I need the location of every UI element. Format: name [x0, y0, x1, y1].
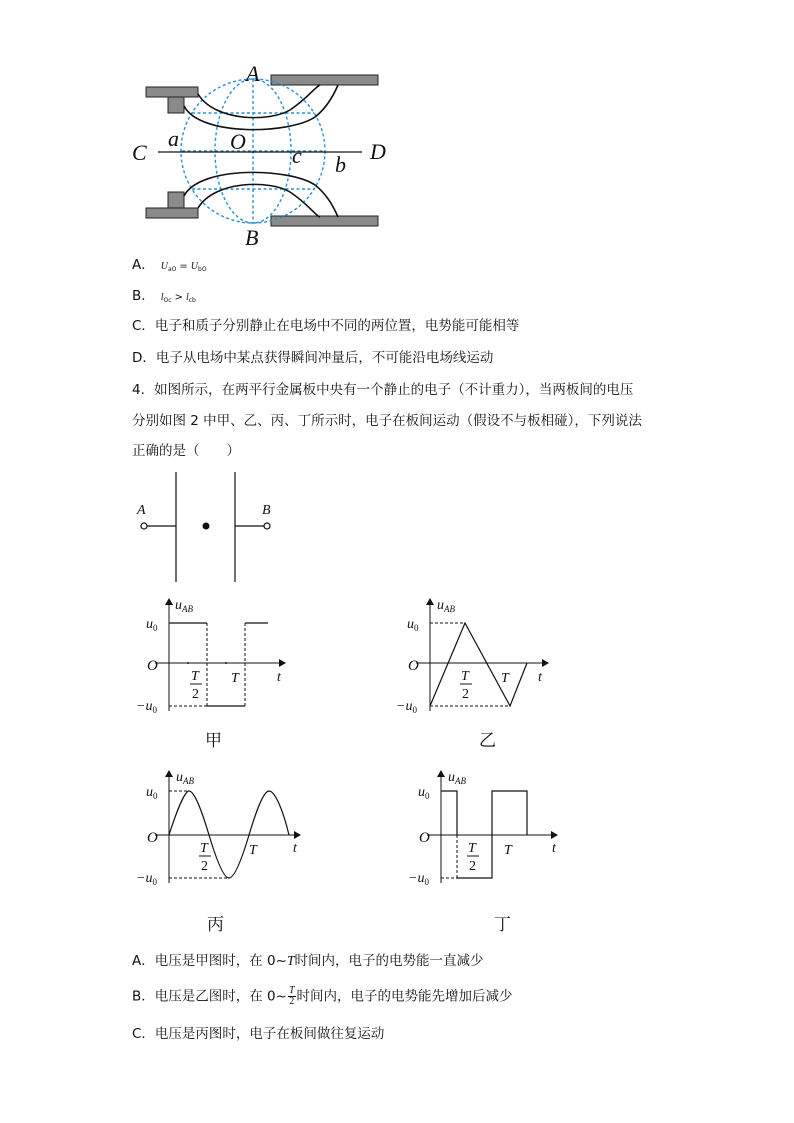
graph-ding	[397, 765, 572, 890]
origin-label: O	[147, 658, 158, 674]
half-period-num: T	[468, 841, 476, 856]
u0-label: $u_0$	[146, 785, 158, 801]
q3-option-a-sub1: aO	[167, 266, 177, 273]
plate-label-b: B	[262, 503, 271, 518]
period-label: T	[231, 671, 239, 686]
u-axis-label: $u_{AB}$	[437, 598, 455, 614]
label-B: B	[245, 225, 259, 250]
q4-stem-line2: 分别如图 2 中甲、乙、丙、丁所示时，电子在板间运动（假设不与板相碰），下列说法	[132, 413, 642, 429]
q3-option-b-gt: >	[174, 292, 183, 303]
q4-option-b-text1: B．电压是乙图时，在 0~	[132, 988, 287, 1005]
top-left-electrode-stem	[168, 97, 184, 113]
top-left-electrode	[146, 87, 198, 97]
electron-dot	[203, 523, 210, 530]
terminal-a	[141, 523, 147, 529]
caption-jia: 甲	[205, 731, 222, 751]
q3-option-b-sub1: Oc	[163, 297, 172, 304]
period-label: T	[249, 843, 257, 858]
half-period-den: 2	[201, 859, 208, 874]
q3-option-a[interactable]	[132, 256, 207, 279]
u0-label: $u_0$	[407, 617, 419, 633]
q4-stem-line1: 4．如图所示，在两平行金属板中央有一个静止的电子（不计重力），当两板间的电压	[132, 382, 634, 398]
q4-option-c[interactable]: C．电压是丙图时，电子在板间做往复运动	[132, 1026, 385, 1042]
u-axis-label: $u_{AB}$	[175, 598, 193, 614]
q4-option-b-fraction	[288, 986, 296, 1007]
u-axis-label: $u_{AB}$	[176, 770, 194, 786]
label-D: D	[370, 139, 386, 164]
caption-yi: 乙	[479, 731, 496, 751]
q3-option-b[interactable]	[132, 287, 196, 310]
label-c: c	[292, 143, 302, 168]
q3-option-b-sub2: cb	[188, 297, 196, 304]
q3-option-d[interactable]: D．电子从电场中某点获得瞬间冲量后，不可能沿电场线运动	[132, 350, 494, 366]
t-axis-label: t	[552, 841, 556, 856]
q3-option-a-u1: U	[160, 261, 168, 272]
graph-yi	[390, 593, 565, 718]
label-a: a	[168, 126, 179, 151]
q4-option-b-fraction-num: T	[288, 985, 295, 996]
period-label: T	[501, 671, 509, 686]
period-label: T	[504, 843, 512, 858]
q4-option-a-text2: 时间内，电子的电势能一直减少	[294, 953, 484, 969]
neg-u0-label: $-u_0$	[136, 699, 157, 715]
q3-option-b-l1: l	[160, 292, 164, 303]
q4-option-b-text2: 时间内，电子的电势能先增加后减少	[296, 988, 513, 1005]
t-axis-label: t	[277, 670, 281, 685]
neg-u0-label: $-u_0$	[136, 871, 157, 887]
caption-ding: 丁	[494, 915, 511, 935]
waveform-triangle	[430, 623, 527, 706]
u-axis-label: $u_{AB}$	[448, 770, 466, 786]
bottom-left-electrode-stem	[168, 192, 184, 208]
half-period-num: T	[191, 669, 199, 684]
terminal-b	[264, 523, 270, 529]
neg-u0-label: $-u_0$	[408, 871, 429, 887]
q3-option-a-prefix: A．	[132, 257, 155, 273]
label-O: O	[230, 129, 246, 154]
u0-label: $u_0$	[418, 785, 430, 801]
q4-option-a-T: T	[286, 953, 295, 968]
caption-bing: 丙	[207, 915, 224, 935]
q4-option-b-fraction-den: 2	[289, 996, 295, 1007]
q3-option-c[interactable]: C．电子和质子分别静止在电场中不同的两位置，电势能可能相等	[132, 318, 520, 334]
plate-label-a: A	[137, 503, 146, 518]
origin-label: O	[408, 658, 419, 674]
parallel-plates-figure	[130, 470, 290, 590]
waveform-square	[169, 623, 268, 706]
bottom-left-electrode	[146, 208, 198, 218]
guide-lines	[430, 623, 510, 706]
origin-label: O	[419, 830, 430, 846]
graph-bing	[125, 765, 310, 890]
half-period-den: 2	[469, 859, 476, 874]
graph-jia	[125, 593, 300, 718]
bottom-right-plate	[271, 216, 378, 226]
guide-lines	[441, 835, 457, 878]
q4-option-a-text1: A．电压是甲图时，在 0~	[132, 953, 287, 969]
q3-option-a-eq: =	[179, 261, 188, 272]
neg-u0-label: $-u_0$	[396, 699, 417, 715]
top-right-plate	[271, 75, 378, 85]
field-line-figure	[130, 62, 400, 252]
q4-option-b[interactable]	[132, 986, 513, 1007]
q4-option-a[interactable]	[132, 952, 483, 970]
half-period-den: 2	[192, 687, 199, 702]
half-period-num: T	[461, 669, 469, 684]
origin-label: O	[147, 830, 158, 846]
label-C: C	[132, 140, 147, 165]
q4-stem-line3: 正确的是（ ）	[132, 443, 240, 459]
half-period-den: 2	[462, 687, 469, 702]
guide-lines	[169, 623, 245, 706]
t-axis-label: t	[538, 670, 542, 685]
q3-option-a-u2: U	[190, 261, 199, 272]
q3-option-a-sub2: bO	[198, 266, 207, 273]
q3-option-b-l2: l	[185, 292, 189, 303]
label-A: A	[246, 62, 260, 86]
t-axis-label: t	[293, 841, 297, 856]
u0-label: $u_0$	[146, 617, 158, 633]
label-b: b	[335, 152, 346, 177]
half-period-num: T	[200, 841, 208, 856]
q3-option-b-prefix: B．	[132, 288, 155, 304]
